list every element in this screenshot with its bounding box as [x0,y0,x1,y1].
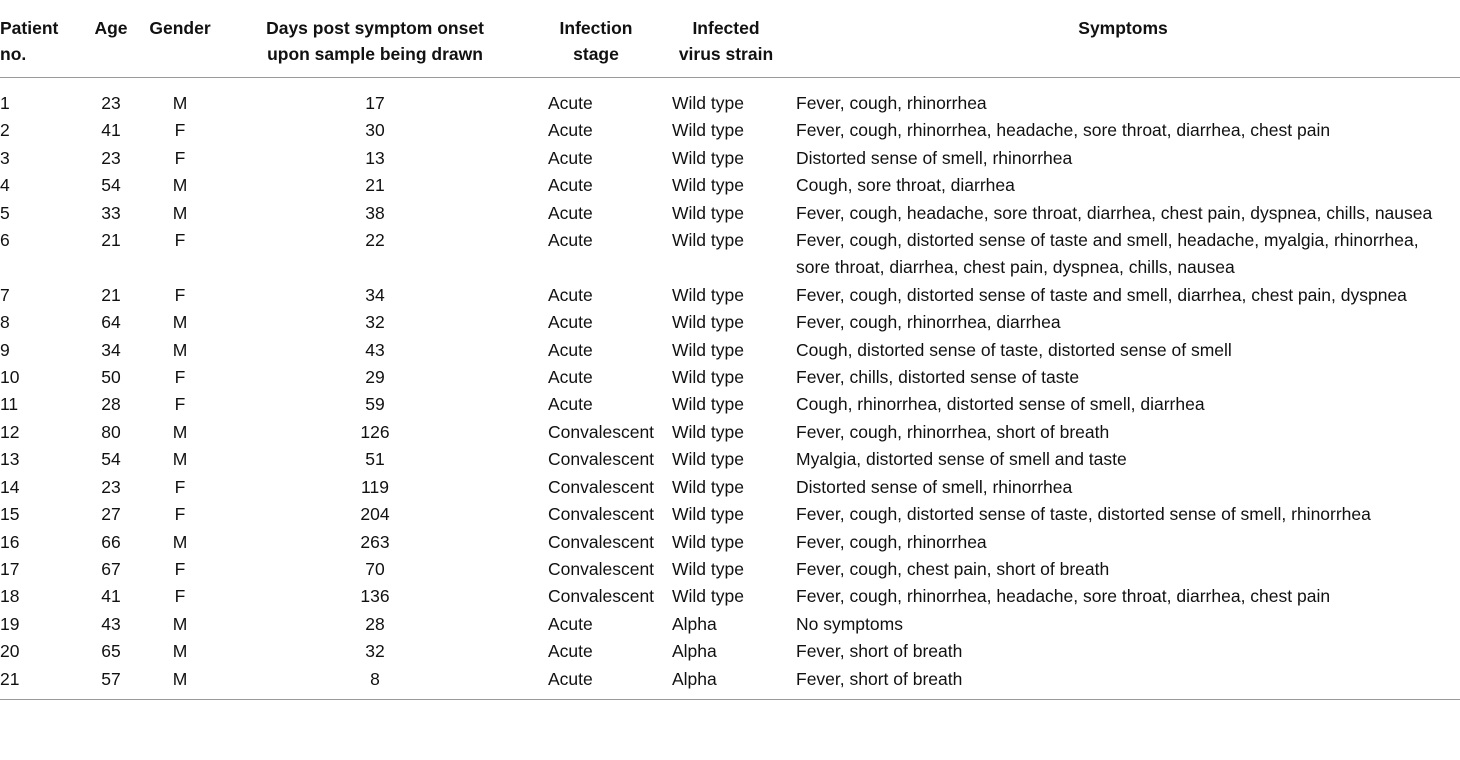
cell-strain: Wild type [672,284,744,305]
cell-symptoms: Fever, cough, distorted sense of taste and smell, diarrhea, chest pain, dyspnea [796,284,1407,305]
cell-strain: Wild type [672,175,744,196]
cell-age: 23 [101,476,121,497]
cell-days: 59 [365,394,385,415]
table-row [0,78,1460,118]
table-row [0,391,1460,418]
cell-gender: M [172,668,188,689]
cell-days: 32 [365,312,385,333]
table-row [0,583,1460,610]
table-row [0,309,1460,336]
cell-stage: Acute [548,175,593,196]
cell-symptoms: Myalgia, distorted sense of smell and taste [796,449,1127,470]
cell-stage: Acute [548,641,593,662]
cell-strain: Wild type [672,367,744,388]
cell-patient-no: 9 [0,339,10,360]
table-row [0,638,1460,665]
cell-gender: F [174,147,186,168]
cell-stage: Acute [548,613,593,634]
cell-stage: Acute [548,394,593,415]
cell-stage: Acute [548,93,593,113]
cell-gender: M [172,531,188,552]
cell-days: 70 [365,558,385,579]
cell-days: 119 [361,476,389,497]
cell-stage: Acute [548,230,593,251]
table-row [0,446,1460,473]
cell-patient-no: 14 [0,476,20,497]
cell-age: 54 [101,449,121,470]
cell-strain: Wild type [672,531,744,552]
cell-gender: M [172,449,188,470]
cell-stage: Convalescent [548,531,655,552]
cell-days: 13 [365,147,385,168]
header-strain: Infected virus strain [666,0,786,78]
cell-symptoms: Cough, rhinorrhea, distorted sense of smell, diarrhea [796,394,1205,415]
header-days: Days post symptom onset upon sample being drawn [224,0,526,78]
cell-age: 80 [101,421,121,442]
cell-days: 30 [365,120,385,141]
cell-gender: F [174,284,186,305]
header-row [0,0,1460,78]
table-row [0,337,1460,364]
cell-age: 41 [101,586,121,607]
cell-gender: M [172,613,188,634]
cell-stage: Convalescent [548,449,655,470]
cell-symptoms: Fever, cough, rhinorrhea [796,531,987,552]
cell-age: 34 [101,339,121,360]
cell-strain: Wild type [672,312,744,333]
cell-stage: Convalescent [548,476,655,497]
cell-symptoms: Fever, cough, chest pain, short of breath [796,558,1110,579]
cell-strain: Alpha [672,668,717,689]
cell-symptoms: Fever, cough, rhinorrhea, headache, sore throat, diarrhea, chest pain [796,586,1331,607]
cell-age: 67 [101,558,121,579]
cell-symptoms: Fever, cough, rhinorrhea [796,93,987,113]
cell-symptoms: Fever, cough, headache, sore throat, diarrhea, chest pain, dyspnea, chills, nausea [796,202,1433,223]
cell-days: 29 [365,367,385,388]
cell-strain: Alpha [672,613,717,634]
cell-strain: Wild type [672,586,744,607]
cell-gender: M [172,312,188,333]
cell-symptoms: Fever, cough, rhinorrhea, diarrhea [796,312,1061,333]
table-row [0,172,1460,199]
cell-patient-no: 10 [0,367,20,388]
cell-patient-no: 15 [0,504,20,525]
cell-gender: M [172,421,188,442]
cell-age: 23 [101,93,121,113]
header-age: Age [86,0,136,78]
cell-symptoms: Cough, distorted sense of taste, distorted sense of smell [796,339,1232,360]
cell-gender: M [172,93,188,113]
cell-patient-no: 12 [0,421,20,442]
cell-age: 65 [101,641,121,662]
cell-stage: Acute [548,120,593,141]
cell-gender: F [174,558,186,579]
cell-strain: Wild type [672,394,744,415]
cell-age: 28 [101,394,121,415]
cell-patient-no: 6 [0,230,10,251]
cell-strain: Wild type [672,504,744,525]
cell-gender: F [174,367,186,388]
cell-strain: Wild type [672,449,744,470]
cell-gender: M [172,202,188,223]
table-row [0,419,1460,446]
cell-strain: Alpha [672,641,717,662]
cell-gender: F [174,394,186,415]
cell-gender: M [172,175,188,196]
cell-days: 43 [365,339,385,360]
cell-symptoms: Distorted sense of smell, rhinorrhea [796,476,1073,497]
cell-age: 50 [101,367,121,388]
cell-gender: M [172,641,188,662]
cell-days: 8 [370,668,380,689]
cell-days: 34 [365,284,385,305]
cell-strain: Wild type [672,421,744,442]
cell-strain: Wild type [672,230,744,251]
cell-symptoms: Fever, short of breath [796,668,963,689]
cell-age: 23 [101,147,121,168]
cell-stage: Acute [548,284,593,305]
cell-gender: F [174,120,186,141]
cell-patient-no: 2 [0,120,10,141]
cell-symptoms: Fever, cough, rhinorrhea, headache, sore throat, diarrhea, chest pain [796,120,1331,141]
cell-patient-no: 7 [0,284,10,305]
cell-gender: M [172,339,188,360]
cell-patient-no: 17 [0,558,20,579]
cell-days: 17 [365,93,385,113]
header-stage: Infection stage [526,0,666,78]
table-body [0,78,1460,700]
table-row [0,227,1460,282]
cell-patient-no: 3 [0,147,10,168]
table-row [0,611,1460,638]
cell-gender: F [174,586,186,607]
cell-age: 64 [101,312,121,333]
table-row [0,200,1460,227]
cell-symptoms: Fever, cough, distorted sense of taste and smell, headache, myalgia, rhinorrhea, sore throat, diarrhea, chest pain, dyspnea, chills, nausea [796,230,1419,278]
cell-patient-no: 16 [0,531,20,552]
cell-age: 54 [101,175,121,196]
cell-symptoms: Fever, short of breath [796,641,963,662]
cell-symptoms: No symptoms [796,613,903,634]
cell-patient-no: 8 [0,312,10,333]
cell-age: 27 [101,504,121,525]
cell-stage: Acute [548,202,593,223]
cell-strain: Wild type [672,558,744,579]
table-row [0,474,1460,501]
cell-symptoms: Fever, cough, distorted sense of taste, distorted sense of smell, rhinorrhea [796,504,1371,525]
table-row [0,529,1460,556]
cell-gender: F [174,476,186,497]
table-row [0,556,1460,583]
table-row [0,145,1460,172]
cell-days: 28 [365,613,385,634]
cell-days: 126 [360,421,390,442]
cell-patient-no: 4 [0,175,10,196]
header-gender: Gender [136,0,224,78]
cell-stage: Acute [548,147,593,168]
cell-stage: Acute [548,339,593,360]
cell-stage: Convalescent [548,504,655,525]
cell-age: 57 [101,668,121,689]
cell-stage: Acute [548,367,593,388]
cell-patient-no: 18 [0,586,20,607]
cell-symptoms: Distorted sense of smell, rhinorrhea [796,147,1073,168]
cell-patient-no: 1 [0,93,10,113]
cell-symptoms: Fever, chills, distorted sense of taste [796,367,1080,388]
cell-strain: Wild type [672,476,744,497]
cell-patient-no: 11 [0,394,19,415]
cell-strain: Wild type [672,120,744,141]
cell-patient-no: 19 [0,613,20,634]
cell-days: 21 [365,175,385,196]
cell-days: 204 [360,504,390,525]
cell-age: 21 [101,284,121,305]
table-row [0,666,1460,700]
cell-days: 51 [365,449,385,470]
cell-stage: Acute [548,312,593,333]
cell-age: 21 [101,230,121,251]
cell-patient-no: 5 [0,202,10,223]
table-row [0,364,1460,391]
cell-age: 41 [101,120,121,141]
cell-age: 66 [101,531,121,552]
cell-strain: Wild type [672,202,744,223]
table-row [0,282,1460,309]
table-row [0,117,1460,144]
cell-stage: Convalescent [548,421,655,442]
cell-stage: Convalescent [548,586,655,607]
cell-days: 32 [365,641,385,662]
cell-days: 263 [360,531,390,552]
cell-strain: Wild type [672,147,744,168]
cell-stage: Acute [548,668,593,689]
cell-days: 22 [365,230,385,251]
cell-patient-no: 13 [0,449,20,470]
header-symptoms: Symptoms [786,0,1460,78]
cell-patient-no: 21 [0,668,20,689]
table-row [0,501,1460,528]
header-patient-no: Patient no. [0,0,86,78]
cell-stage: Convalescent [548,558,655,579]
cell-strain: Wild type [672,93,744,113]
cell-patient-no: 20 [0,641,20,662]
cell-age: 43 [101,613,121,634]
cell-symptoms: Fever, cough, rhinorrhea, short of breath [796,421,1110,442]
cell-days: 38 [365,202,385,223]
cell-gender: F [174,230,186,251]
cell-strain: Wild type [672,339,744,360]
cell-gender: F [174,504,186,525]
cell-symptoms: Cough, sore throat, diarrhea [796,175,1015,196]
cell-days: 136 [360,586,390,607]
cell-age: 33 [101,202,121,223]
